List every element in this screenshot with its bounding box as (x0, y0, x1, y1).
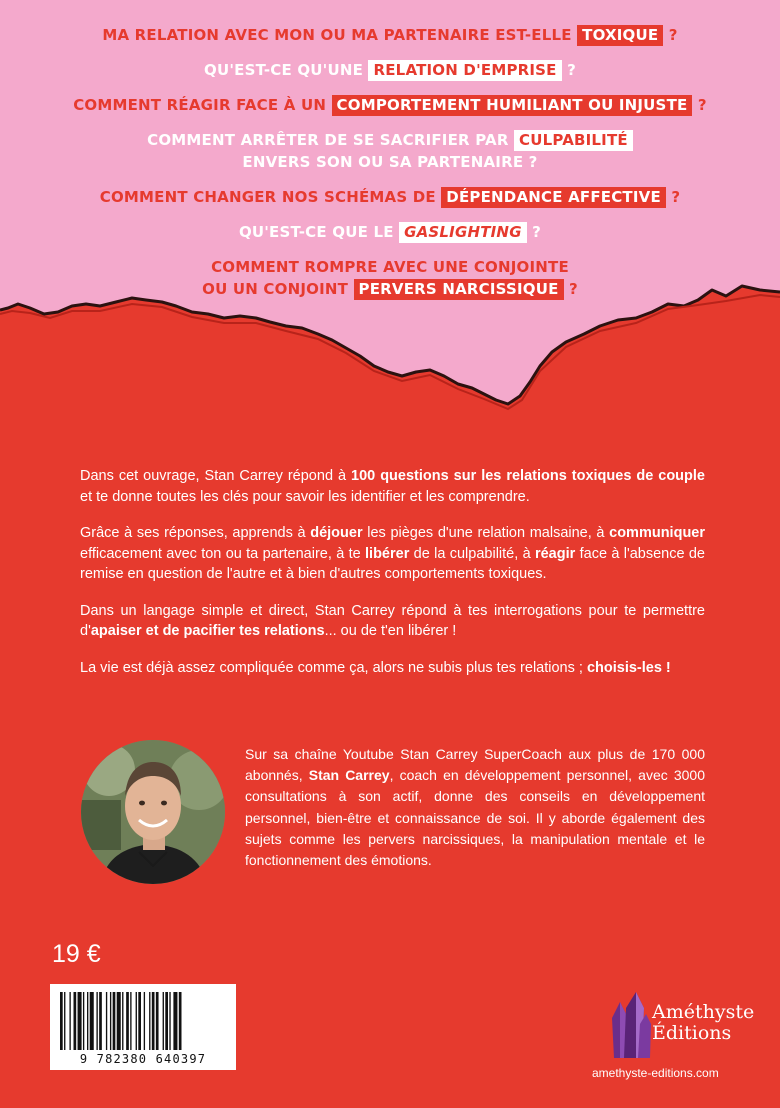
highlight-relation-emprise: RELATION D'EMPRISE (368, 60, 561, 81)
question-3: COMMENT RÉAGIR FACE À UN COMPORTEMENT HUMILIANT OU INJUSTE ? (73, 96, 707, 114)
author-photo (81, 740, 225, 884)
description-paragraph-2: Grâce à ses réponses, apprends à déjouer les pièges d'une relation malsaine, à communiquer efficacement avec ton ou ta partenaire, à te libérer de la culpabilité, à réagir face à l'absence de remise en question de l'autre et à bien d'autres comportements toxiques. (80, 525, 706, 582)
publisher-website: amethyste-editions.com (592, 1066, 719, 1080)
publisher-name: Améthyste Éditions (652, 1001, 755, 1044)
highlight-dependance: DÉPENDANCE AFFECTIVE (441, 187, 666, 208)
description-paragraph-4: La vie est déjà assez compliquée comme ça, alors ne subis plus tes relations ; choisis-les ! (80, 659, 671, 676)
highlight-comportement: COMPORTEMENT HUMILIANT OU INJUSTE (332, 95, 693, 116)
question-5: COMMENT CHANGER NOS SCHÉMAS DE DÉPENDANCE AFFECTIVE ? (99, 188, 681, 206)
price: 19 € (52, 940, 101, 968)
question-2: QU'EST-CE QU'UNE RELATION D'EMPRISE ? (204, 61, 576, 79)
question-7: COMMENT ROMPRE AVEC UNE CONJOINTE OU UN CONJOINT PERVERS NARCISSIQUE ? (202, 258, 578, 298)
question-1: MA RELATION AVEC MON OU MA PARTENAIRE EST-ELLE TOXIQUE ? (102, 26, 678, 44)
question-list (0, 24, 780, 313)
description-paragraph-3: Dans un langage simple et direct, Stan Carrey répond à tes interrogations pour te permettre d'apaiser et de pacifier tes relations... ou de t'en libérer ! (80, 602, 705, 639)
pink-torn-header (0, 0, 780, 420)
isbn-number: 9 782380 640397 (79, 1052, 207, 1066)
description (80, 466, 705, 694)
highlight-culpabilite: CULPABILITÉ (514, 130, 633, 151)
question-6: QU'EST-CE QUE LE GASLIGHTING ? (238, 223, 542, 241)
barcode (50, 984, 236, 1070)
author-portrait-icon (81, 740, 225, 884)
question-4: COMMENT ARRÊTER DE SE SACRIFIER PAR CULPABILITÉ ENVERS SON OU SA PARTENAIRE ? (0, 129, 780, 173)
highlight-gaslighting: GASLIGHTING (399, 222, 527, 243)
description-paragraph-1: Dans cet ouvrage, Stan Carrey répond à 100 questions sur les relations toxiques de couple et te donne toutes les clés pour savoir les identifier et les comprendre. (80, 468, 705, 505)
highlight-pervers: PERVERS NARCISSIQUE (354, 279, 564, 300)
author-bio: Sur sa chaîne Youtube Stan Carrey SuperCoach aux plus de 170 000 abonnés, Stan Carrey, coach en développement personnel, avec 3000 consultations à son actif, donne des conseils en développement personnel, bien-être et connaissance de soi. Il y aborde également des sujets comme les pervers narcissiques, la manipulation mentale et le fonctionnement des émotions. (245, 746, 705, 869)
highlight-toxique: TOXIQUE (577, 25, 663, 46)
publisher-logo (608, 988, 758, 1058)
amethyst-crystal-icon (608, 988, 652, 1060)
